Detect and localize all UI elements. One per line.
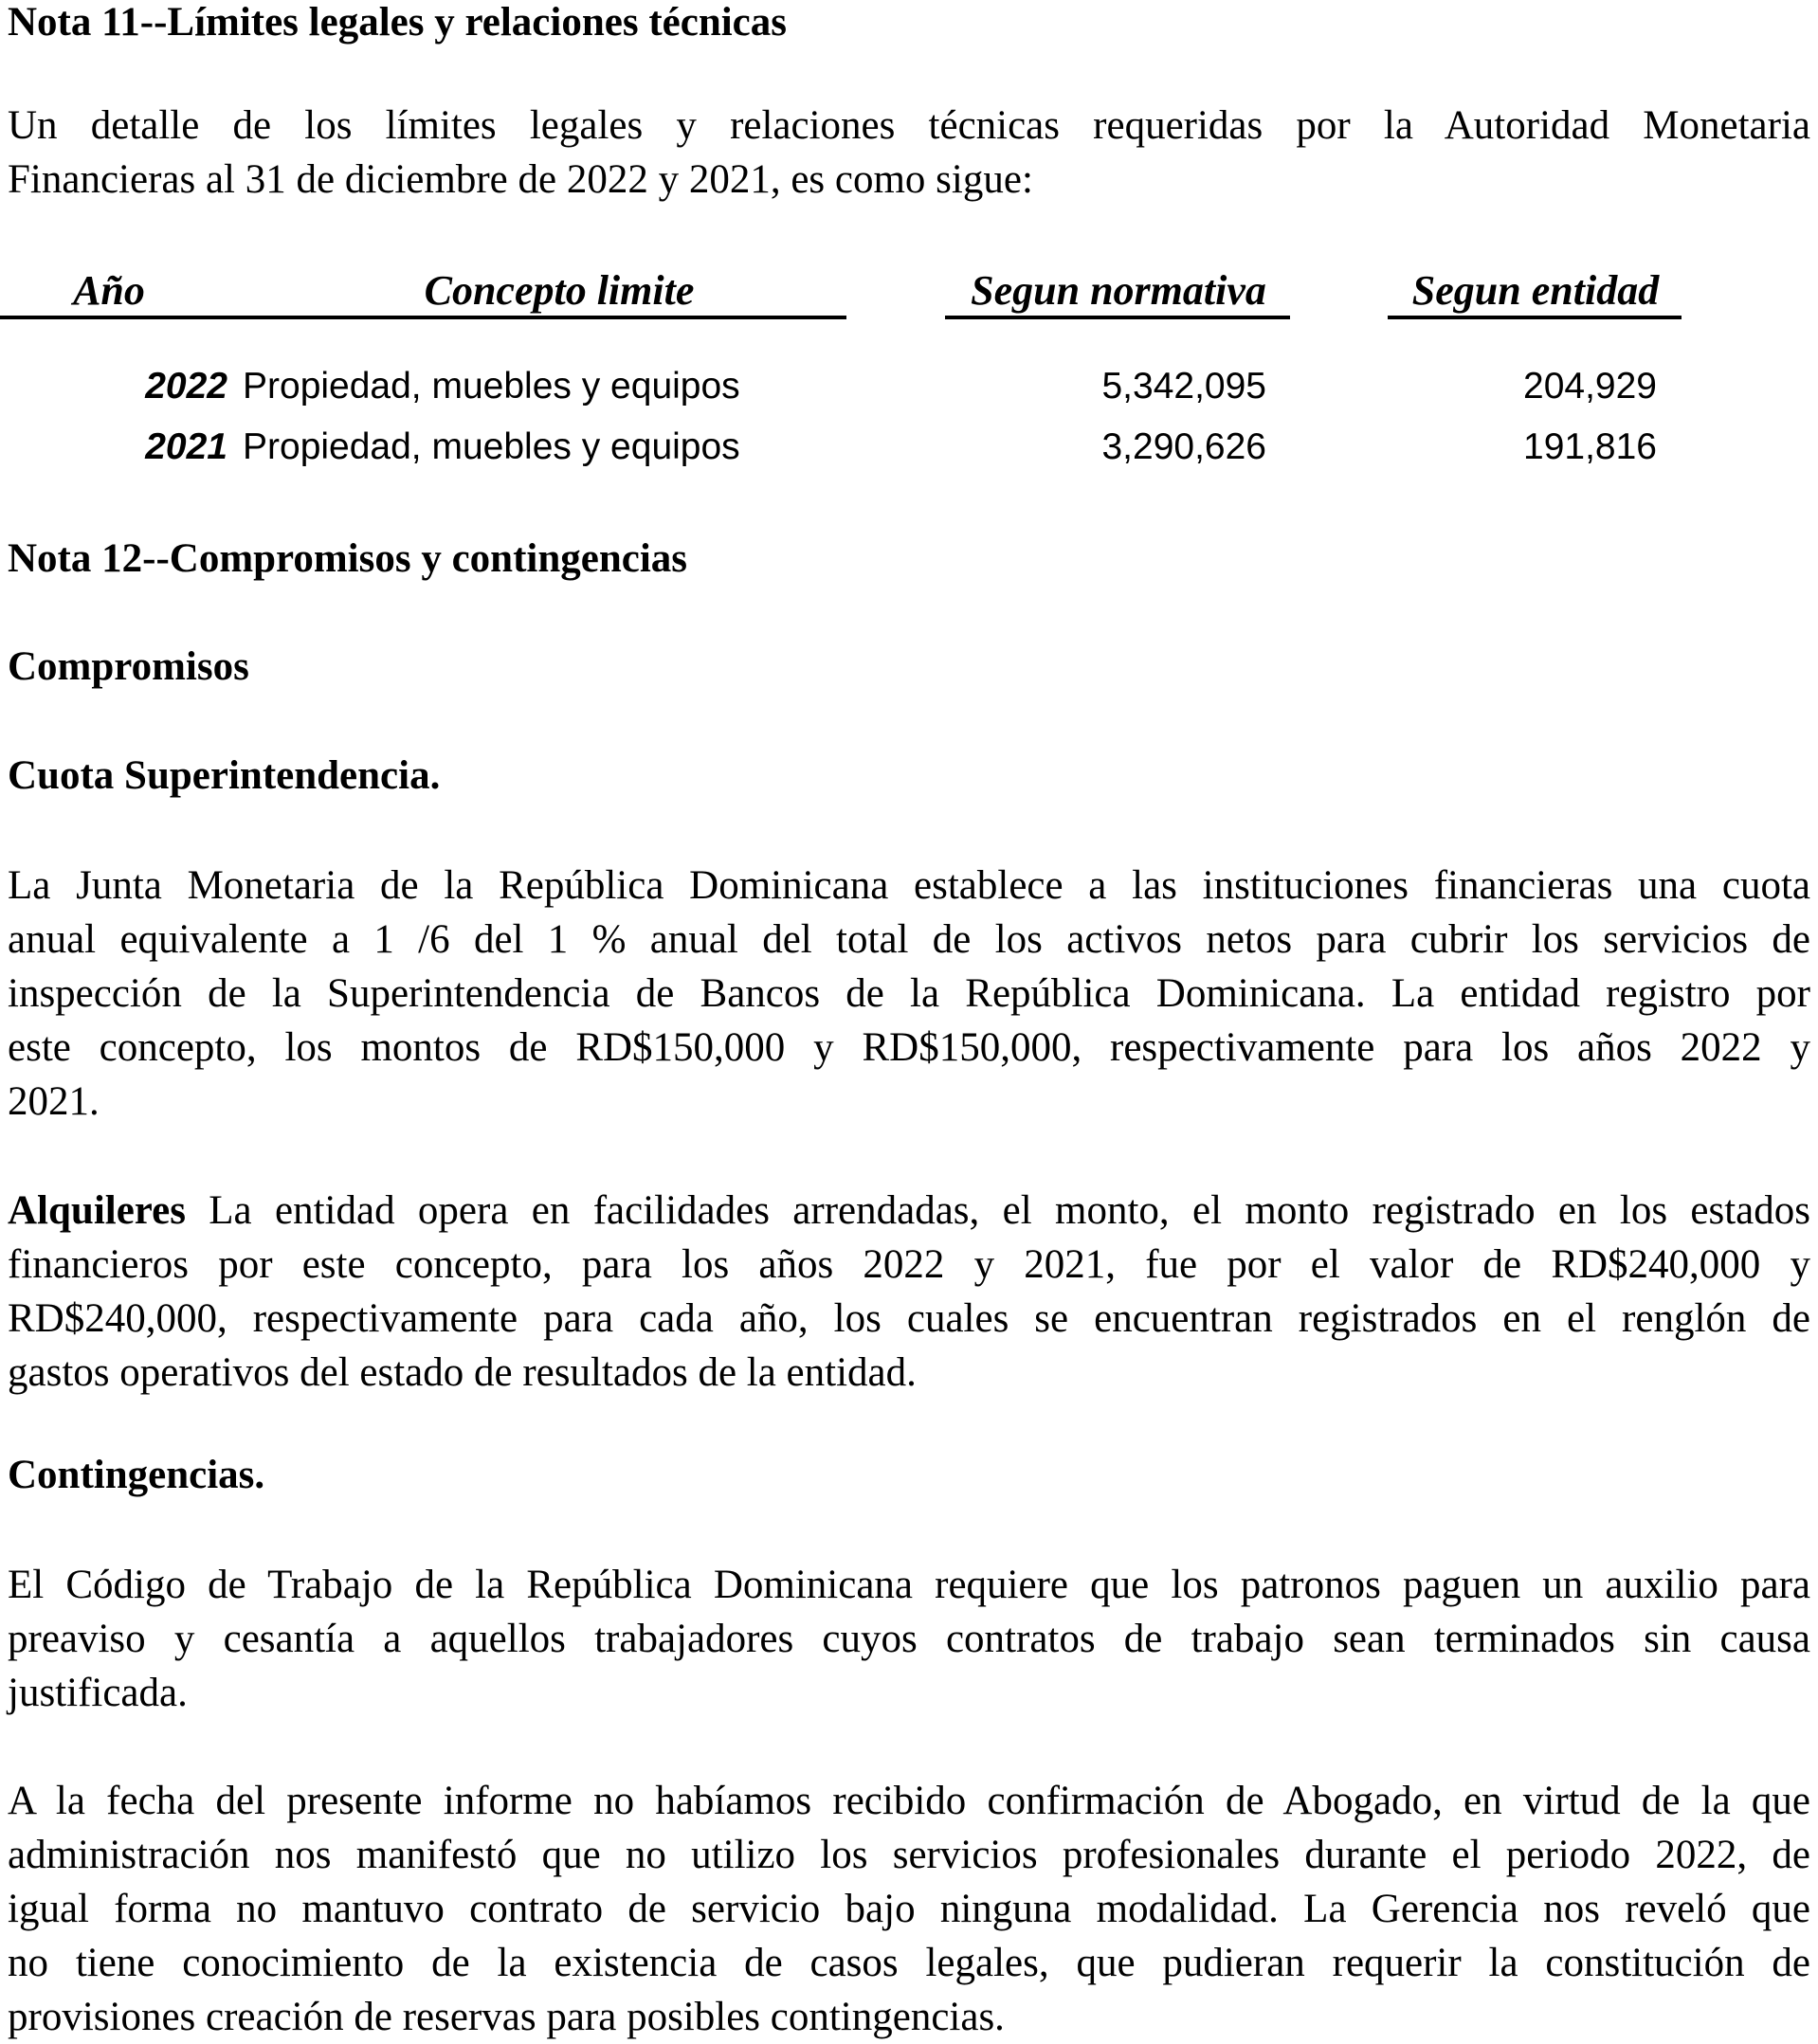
paragraph-line: no tiene conocimiento de la existencia de casos legales, que pudieran requerir la constitución de [8,1941,1810,1985]
row-concept: Propiedad, muebles y equipos [243,366,740,407]
contingencias-heading: Contingencias. [8,1453,265,1497]
alquileres-paragraph [8,1184,1810,1400]
note-12-title: Nota 12--Compromisos y contingencias [8,536,688,581]
row-entidad: 204,929 [1523,366,1657,407]
row-normativa: 5,342,095 [1101,366,1266,407]
header-entidad: Segun entidad [1411,267,1660,314]
paragraph-line: anual equivalente a 1 /6 del 1 % anual del total de los activos netos para cubrir los servicios de [8,917,1810,962]
row-year: 2021 [145,426,227,467]
paragraph-line: inspección de la Superintendencia de Bancos de la República Dominicana. La entidad registro por [8,971,1810,1016]
paragraph-line: igual forma no mantuvo contrato de servicio bajo ninguna modalidad. La Gerencia nos reveló que [8,1887,1810,1931]
paragraph-line: RD$240,000, respectivamente para cada año, los cuales se encuentran registrados en el renglón de [8,1296,1810,1341]
header-rule [0,316,846,319]
paragraph-line: justificada. [8,1671,188,1715]
paragraph-line: provisiones creación de reservas para posibles contingencias. [8,1995,1005,2039]
alquileres-text: La entidad opera en facilidades arrendadas, el monto, el monto registrado en los estados [185,1188,1810,1233]
header-concept: Concepto limite [424,267,695,314]
paragraph-line: este concepto, los montos de RD$150,000 y RD$150,000, respectivamente para los años 2022 y [8,1025,1810,1070]
row-normativa: 3,290,626 [1101,426,1266,467]
header-normativa: Segun normativa [971,267,1266,314]
paragraph-line: financieros por este concepto, para los años 2022 y 2021, fue por el valor de RD$240,000 y [8,1242,1810,1287]
paragraph-line: 2021. [8,1079,100,1124]
header-rule [1388,316,1682,319]
row-concept: Propiedad, muebles y equipos [243,426,740,467]
fecha-paragraph [8,1774,1810,2044]
paragraph-line: gastos operativos del estado de resultados de la entidad. [8,1350,917,1395]
note-11-intro [8,99,1810,207]
header-rule [945,316,1290,319]
header-year: Año [73,267,145,314]
note-11-title: Nota 11--Límites legales y relaciones técnicas [8,0,787,45]
intro-line: Financieras al 31 de diciembre de 2022 y 2021, es como sigue: [8,157,1033,202]
paragraph-line: administración nos manifestó que no utilizo los servicios profesionales durante el periodo 2022, de [8,1833,1810,1877]
compromisos-heading: Compromisos [8,644,249,689]
alquileres-label: Alquileres [8,1188,186,1233]
intro-line: Un detalle de los límites legales y relaciones técnicas requeridas por la Autoridad Monetaria [8,103,1810,148]
paragraph-line [8,1184,1810,1238]
cuota-paragraph [8,859,1810,1129]
paragraph-line: preaviso y cesantía a aquellos trabajadores cuyos contratos de trabajo sean terminados sin causa [8,1617,1810,1661]
cuota-heading: Cuota Superintendencia. [8,753,441,798]
codigo-paragraph [8,1558,1810,1720]
paragraph-line: El Código de Trabajo de la República Dominicana requiere que los patronos paguen un auxilio para [8,1563,1810,1607]
row-year: 2022 [145,366,227,407]
paragraph-line: La Junta Monetaria de la República Dominicana establece a las instituciones financieras una cuota [8,863,1810,908]
paragraph-line: A la fecha del presente informe no habíamos recibido confirmación de Abogado, en virtud de la que [8,1779,1810,1823]
row-entidad: 191,816 [1523,426,1657,467]
